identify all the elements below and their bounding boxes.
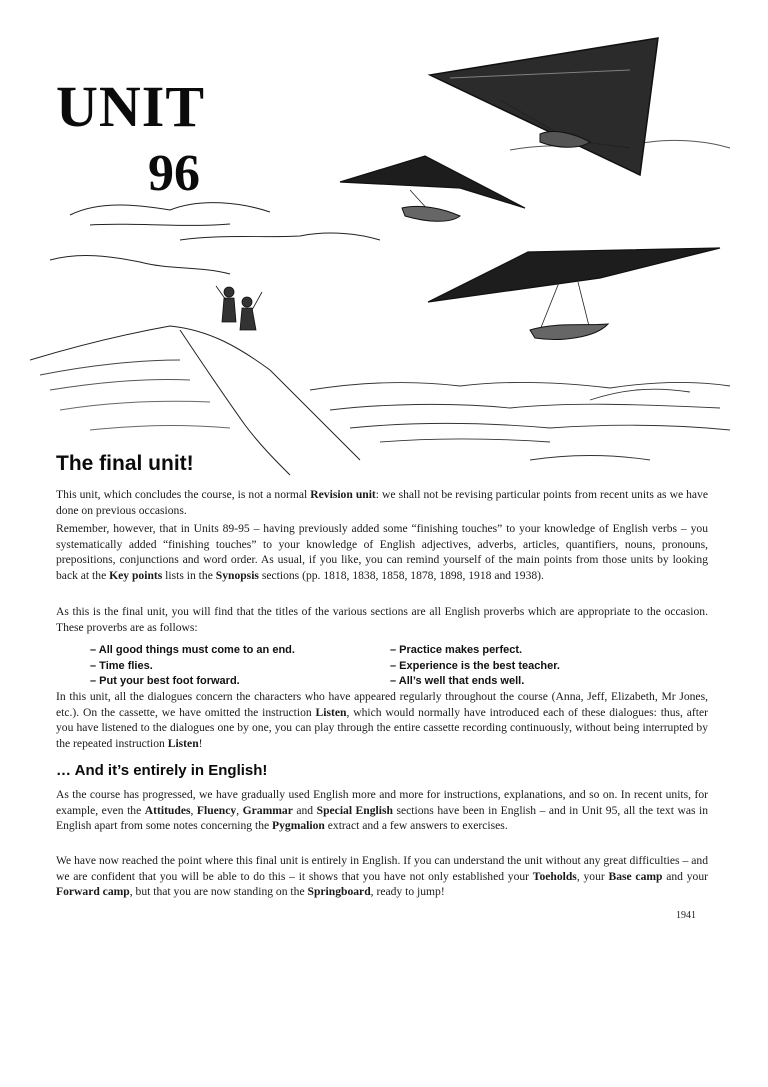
section-heading-english: … And it’s entirely in English! <box>56 762 268 779</box>
conclusion-paragraph: We have now reached the point where this final unit is entirely in English. If you can understand the unit without any great difficulties – and we are confident that you will be able to do this – it shows that you have not only established your Toeholds, your Base camp and your Forward camp, but that you are now standing on the Springboard, ready to jump! <box>56 854 708 899</box>
bold-term: Special English <box>316 803 393 817</box>
proverb-item: – Practice makes perfect. <box>390 644 523 656</box>
bold-term: Synopsis <box>215 568 259 582</box>
page-number: 1941 <box>676 910 696 921</box>
proverb-item: – Time flies. <box>90 659 153 672</box>
bold-term: Listen <box>167 736 199 750</box>
section-heading-final-unit: The final unit! <box>56 452 194 475</box>
proverbs-list <box>90 643 650 689</box>
bold-term: Base camp <box>608 869 663 883</box>
proverb-item: – All good things must come to an end. <box>90 644 295 656</box>
proverb-item: – Put your best foot forward. <box>90 675 240 687</box>
unit-title: UNIT <box>56 74 206 139</box>
bold-term: Springboard <box>307 885 371 899</box>
bold-term: Listen <box>315 705 347 719</box>
unit-number: 96 <box>148 145 200 202</box>
bold-term: Key points <box>109 568 163 582</box>
bold-term: Pygmalion <box>272 819 325 833</box>
glider-middle <box>340 156 525 221</box>
intro-paragraph: This unit, which concludes the course, is not a normal Revision unit: we shall not be revising particular points from recent units as we have done on previous occasions. <box>56 488 709 517</box>
bold-term: Forward camp <box>56 885 130 899</box>
progress-paragraph: As the course has progressed, we have gradually used English more and more for instructions, explanations, and so on. In recent units, for example, even the Attitudes, Fluency, Grammar and Special English sections have been in English – and in Unit 95, all the text was in English apart from some notes concerning the Pygmalion extract and a few answers to exercises. <box>56 788 709 833</box>
bold-term: Fluency <box>196 803 237 817</box>
glider-large <box>430 38 658 175</box>
glider-lower <box>428 248 720 339</box>
bold-term: Revision unit <box>310 488 376 501</box>
bold-term: Toeholds <box>532 869 577 883</box>
proverb-item: – Experience is the best teacher. <box>390 659 560 672</box>
proverbs-intro-paragraph: As this is the final unit, you will find that the titles of the various sections are all English proverbs which are appropriate to the occasion. These proverbs are as follows: <box>56 605 708 634</box>
waving-figures <box>216 286 262 330</box>
bold-term: Grammar <box>242 803 293 817</box>
dialogues-paragraph: In this unit, all the dialogues concern the characters who have appeared regularly throughout the course (Anna, Jeff, Elizabeth, Mr Jones, etc.). On the cassette, we have omitted the instruction Listen, which would normally have introduced each of these dialogues: thus, after you have listened to the dialogues one by one, you can play through the entire cassette recording continuously, without being interrupted by the repeated instruction Listen! <box>56 690 709 750</box>
reminder-paragraph: Remember, however, that in Units 89-95 – having previously added some “finishing touches” to your knowledge of English verbs – you systematically added “finishing touches” to your knowledge of English adjectives, adverbs, articles, quantifiers, nouns, pronouns, prepositions, conjunctions and word order. As usual, if you like, you can remind yourself of the main points from those units by looking back at the Key points lists in the Synopsis sections (pp. 1818, 1838, 1858, 1878, 1898, 1918 and 1938). <box>56 522 708 582</box>
proverb-item: – All’s well that ends well. <box>390 675 525 687</box>
bold-term: Attitudes <box>144 803 191 817</box>
